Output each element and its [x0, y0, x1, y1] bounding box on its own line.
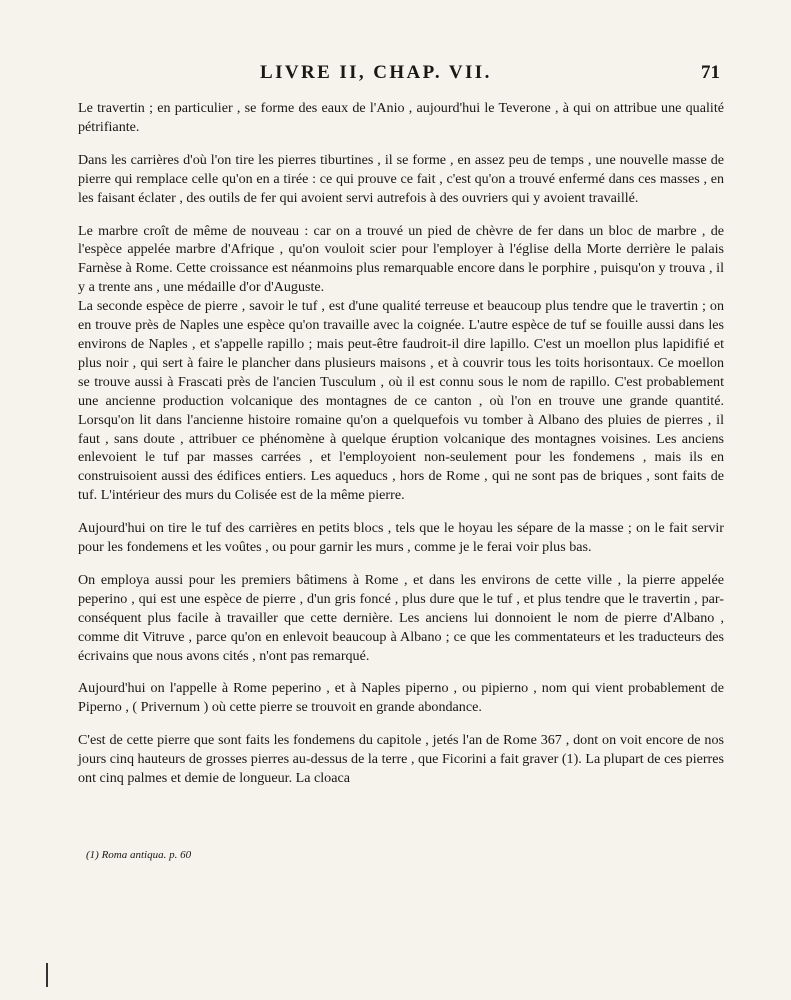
paragraph-2: Dans les carrières d'où l'on tire les pierres tiburtines , il se forme , en assez peu de temps , une nouvelle masse de pierre qui remplace celle qu'on en a tirée : ce qui prouve ce fait , c'est qu'on a trouvé enfermé dans ces masses , en les faisant éclater , des outils de fer qui avoient servi autrefois à des ouvriers qui y avoient travaillé. [78, 151, 724, 206]
running-header [200, 62, 720, 88]
page-number: 71 [701, 62, 720, 83]
paragraph-1: Le travertin ; en particulier , se forme des eaux de l'Anio , aujourd'hui le Teverone , à qui on attribue une qualité pétrifiante. [78, 100, 724, 135]
paragraph-8: C'est de cette pierre que sont faits les fondemens du capitole , jetés l'an de Rome 367 , dont on voit encore de nos jours cinq hauteurs de grosses pierres au-dessus de la terre , que Ficorini a fait graver (1). La plupart de ces pierres ont cinq palmes et demie de longueur. La cloaca [78, 732, 724, 787]
paragraph-4: La seconde espèce de pierre , savoir le tuf , est d'une qualité terreuse et beaucoup plus tendre que le travertin ; on en trouve près de Naples une espèce qu'on travaille avec la coignée. L'autre espèce de tuf se fouille aussi dans les environs de Naples , et s'appelle rapillo ; mais peut-être faudroit-il dire lapillo. C'est un moellon plus lapidifié et plus noir , qui sert à faire le plancher dans plusieurs maisons , et à couvrir tous les toits horisontaux. Ce moellon se trouve aussi à Frascati près de l'ancien Tusculum , où il est connu sous le nom de rapillo. C'est probablement une ancienne production volcanique des montagnes de ce canton , où l'on en trouve une grande quantité. Lorsqu'on lit dans l'ancienne histoire romaine qu'on a quelquefois vu tomber à Albano des pluies de pierres , il faut , sans doute , attribuer ce phénomène à quelque éruption volcanique des montagnes voisines. Les anciens enlevoient le tuf par masses carrées , et l'employoient non-seulement pour les fondemens , mais ils en construisoient aussi des édifices entiers. Les aqueducs , hors de Rome , qui ne sont pas de briques , sont faits de tuf. L'intérieur des murs du Colisée est de la même pierre. [78, 298, 724, 504]
paragraph-7: Aujourd'hui on l'appelle à Rome peperino , et à Naples piperno , ou pipierno , nom qui vient probablement de Piperno , ( Privernum ) où cette pierre se trouvoit en grande abondance. [78, 680, 724, 716]
margin-mark [46, 963, 48, 987]
chapter-title: LIVRE II, CHAP. VII. [260, 62, 492, 83]
paragraph-5: Aujourd'hui on tire le tuf des carrières en petits blocs , tels que le hoyau les sépare de la masse ; on le fait servir pour les fondemens et les voûtes , ou pour garnir les murs , comme je le ferai voir plus bas. [78, 520, 724, 556]
body-text [78, 99, 724, 802]
paragraph-6: On employa aussi pour les premiers bâtimens à Rome , et dans les environs de cette ville , la pierre appelée peperino , qui est une espèce de pierre , d'un gris foncé , plus dure que le tuf , et plus tendre que le travertin , par-conséquent plus facile à travailler que cette dernière. Les anciens lui donnoient le nom de pierre d'Albano , comme dit Vitruve , parce qu'on en enlevoit beaucoup à Albano ; ce que les commentateurs et les traducteurs des écrivains que nous avons cités , n'ont pas remarqué. [78, 571, 724, 664]
paragraph-3: Le marbre croît de même de nouveau : car on a trouvé un pied de chèvre de fer dans un bloc de marbre , de l'espèce appelée marbre d'Afrique , qu'on vouloit scier pour l'employer à l'église della Morte derrière le palais Farnèse à Rome. Cette croissance est néanmoins plus remarquable encore dans le porphire , puisqu'on y trouva , il y a trente ans , une médaille d'or d'Auguste. [78, 222, 724, 296]
footnote: (1) Roma antiqua. p. 60 [86, 849, 192, 861]
